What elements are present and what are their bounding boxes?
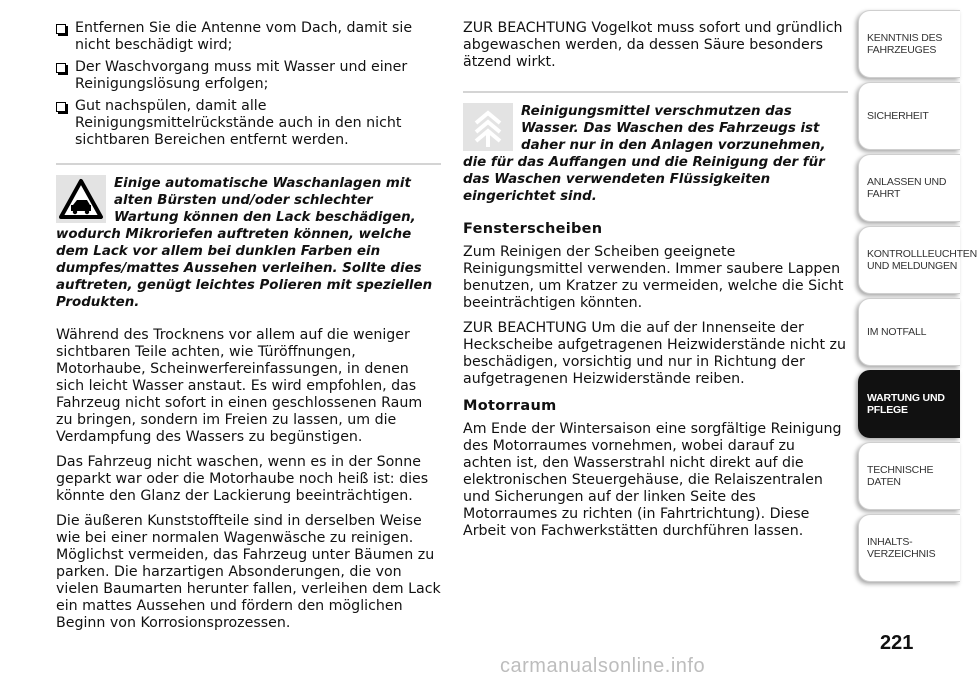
section-heading-windows: Fensterscheiben (463, 221, 603, 237)
tab-im-notfall[interactable]: IM NOTFALL (858, 298, 960, 366)
tab-kenntnis-des-fahrzeuges[interactable]: KENNTNIS DES FAHRZEUGES (858, 10, 960, 78)
bullet-item: Gut nachspülen, damit alle Reinigungsmittelrückstände auch in den nicht sichtbaren Bereichen entfernt werden. (56, 98, 441, 149)
chapter-tabs (858, 10, 977, 586)
watermark: carmanualsonline.info (500, 655, 706, 677)
bullet-item: Der Waschvorgang muss mit Wasser und einer Reinigungslösung erfolgen; (56, 59, 441, 93)
tab-anlassen-und-fahrt[interactable]: ANLASSEN UND FAHRT (858, 154, 960, 222)
page-number: 221 (880, 632, 914, 654)
paragraph: Am Ende der Wintersaison eine sorgfältige Reinigung des Motorraumes vornehmen, wobei darauf zu achten ist, den Wasserstrahl nicht direkt auf die elektronischen Steuergehäuse, die Relaiszentralen und Sicherungen auf der linken Seite des Motorraumes zu richten (in Fahrtrichtung). Diese Arbeit von Fachwerkstätten durchführen lassen. (463, 421, 842, 539)
checkbox-bullet-icon (56, 63, 66, 73)
paragraph: Zum Reinigen der Scheiben geeignete Reinigungsmittel verwenden. Immer saubere Lappen benutzen, um Kratzer zu vermeiden, welche die Sicht beeinträchtigen könnten. (463, 244, 844, 311)
bullet-list (56, 20, 441, 149)
tab-sicherheit[interactable]: SICHERHEIT (858, 82, 960, 150)
left-column (56, 0, 441, 640)
tree-environment-icon (463, 103, 513, 151)
checkbox-bullet-icon (56, 102, 66, 112)
tab-technische-daten[interactable]: TECHNISCHE DATEN (858, 442, 960, 510)
bird-droppings-note: ZUR BEACHTUNG Vogelkot muss sofort und gründlich abgewaschen werden, da dessen Säure besonders ätzend wirkt. (463, 20, 843, 70)
car-wash-warning-box (56, 163, 441, 311)
car-warning-icon (56, 175, 106, 223)
car-wash-warning-text: Einige automatische Waschanlagen mit alten Bürsten und/oder schlechter Wartung können den Lack beschädigen, wodurch Mikroriefen auftreten können, welche dem Lack vor allem bei dunklen Farben ein dumpfes/mattes Aussehen verleihen. Sollte dies auftreten, genügt leichtes Polieren mit speziellen Produkten. (56, 176, 433, 310)
right-column (463, 0, 848, 548)
paragraph: Das Fahrzeug nicht waschen, wenn es in der Sonne geparkt war oder die Motorhaube noch heiß ist: dies könnte den Glanz der Lackierung beeinträchtigen. (56, 454, 429, 504)
environment-warning-box (463, 91, 848, 205)
section-heading-engine: Motorraum (463, 398, 557, 414)
tab-kontrollleuchten-und-meldungen[interactable]: KONTROLLLEUCHTEN UND MELDUNGEN (858, 226, 960, 294)
tab-inhaltsverzeichnis[interactable]: INHALTS-VERZEICHNIS (858, 514, 960, 582)
checkbox-bullet-icon (56, 24, 66, 34)
paragraph: Während des Trocknens vor allem auf die weniger sichtbaren Teile achten, wie Türöffnungen, Motorhaube, Scheinwerfereinfassungen, in denen sich leicht Wasser anstaut. Es wird empfohlen, das Fahrzeug nicht sofort in einen geschlossenen Raum zu bringen, sondern im Freien zu lassen, um die Verdampfung des Wassers zu begünstigen. (56, 327, 423, 445)
environment-warning-text: Reinigungsmittel verschmutzen das Wasser. Das Waschen des Fahrzeugs ist daher nur in den Anlagen vorzunehmen, die für das Auffangen und die Reinigung der für das Waschen verwendeten Flüssigkeiten eingerichtet sind. (463, 104, 826, 204)
tab-wartung-und-pflege[interactable]: WARTUNG UND PFLEGE (858, 370, 960, 438)
paragraph: ZUR BEACHTUNG Um die auf der Innenseite der Heckscheibe aufgetragenen Heizwiderstände nicht zu beschädigen, vorsichtig und nur in Richtung der aufgetragenen Heizwiderstände reiben. (463, 320, 846, 387)
bullet-item: Entfernen Sie die Antenne vom Dach, damit sie nicht beschädigt wird; (56, 20, 441, 54)
paragraph: Die äußeren Kunststoffteile sind in derselben Weise wie bei einer normalen Wagenwäsche zu reinigen. Möglichst vermeiden, das Fahrzeug unter Bäumen zu parken. Die harzartigen Absonderungen, die von vielen Baumarten herunter fallen, verleihen dem Lack ein mattes Aussehen und fördern den möglichen Beginn von Korrosionsprozessen. (56, 513, 441, 631)
